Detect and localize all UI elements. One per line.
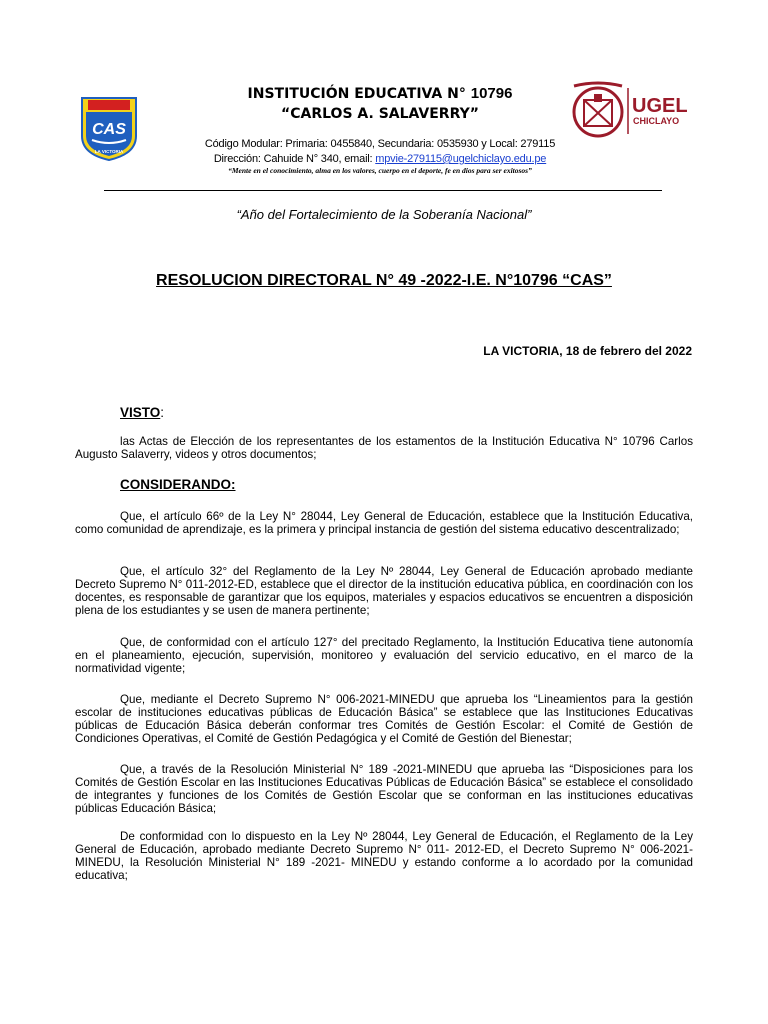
institution-name: “CARLOS A. SALAVERRY” <box>281 106 479 122</box>
considerando-heading: CONSIDERANDO: <box>120 477 236 492</box>
ugel-logo <box>568 80 688 140</box>
visto-text: las Actas de Elección de los representantes de los estamentos de la Institución Educativa N° 10796 Carlos Augusto Salaverry, videos y otros documentos; <box>75 435 693 461</box>
svg-text:LA VICTORIA: LA VICTORIA <box>94 149 124 154</box>
institution-number: 10796 <box>470 85 513 102</box>
svg-text:CHICLAYO: CHICLAYO <box>633 116 680 126</box>
resolution-title: RESOLUCION DIRECTORAL N° 49 -2022-I.E. N°10796 “CAS” <box>156 272 612 289</box>
letterhead <box>160 84 600 176</box>
paragraph-1: Que, el artículo 66º de la Ley N° 28044, Ley General de Educación, establece que la Institución Educativa, como comunidad de aprendizaje, es la primera y principal instancia de gestión del sistema educativo descentralizado; <box>75 510 693 536</box>
visto-heading: VISTO: <box>120 405 165 420</box>
paragraph-6: De conformidad con lo dispuesto en la Ley Nº 28044, Ley General de Educación, el Reglamento de la Ley General de Educación, aprobado mediante Decreto Supremo N° 011- 2012-ED, el Decreto Supremo N° 006-2021-MINEDU, la Resolución Ministerial N° 189 -2021- MINEDU y estando conforme a lo acordado por la comunidad educativa; <box>75 830 693 882</box>
school-crest-logo <box>80 96 138 162</box>
paragraph-5: Que, a través de la Resolución Ministerial N° 189 -2021-MINEDU que aprueba las “Disposiciones para los Comités de Gestión Escolar en las Instituciones Educativas Públicas de Educación Básica” se establece el consolidado de integrantes y funciones de los Comités de Gestión Escolar que se conforman en las instituciones educativas públicas Educación Básica; <box>75 763 693 815</box>
year-motto: “Año del Fortalecimiento de la Soberanía Nacional” <box>236 207 532 222</box>
paragraph-4: Que, mediante el Decreto Supremo N° 006-2021-MINEDU que aprueba los “Lineamientos para la gestión escolar de instituciones educativas públicas de Educación Básica” se establece que las Instituciones Educativas públicas de Educación Básica deberán conformar tres Comités de Gestión Escolar: el Comité de Gestión de Condiciones Operativas, el Comité de Gestión Pedagógica y el Comité de Gestión del Bienestar; <box>75 693 693 745</box>
paragraph-3: Que, de conformidad con el artículo 127° del precitado Reglamento, la Institución Educativa tiene autonomía en el planeamiento, ejecución, supervisión, monitoreo y evaluación del servicio educativo, en el marco de la normatividad vigente; <box>75 636 693 675</box>
svg-text:UGEL: UGEL <box>632 95 688 117</box>
modular-codes: Código Modular: Primaria: 0455840, Secundaria: 0535930 y Local: 279115 <box>204 138 556 150</box>
institution-title: INSTITUCIÓN EDUCATIVA N° 10796 <box>247 85 513 102</box>
address-line: Dirección: Cahuide N° 340, email: mpvie-279115@ugelchiclayo.edu.pe <box>213 153 547 165</box>
svg-text:CAS: CAS <box>92 121 126 138</box>
school-motto: “Mente en el conocimiento, alma en los valores, cuerpo en el deporte, fe en dios para ser exitosos” <box>228 166 532 175</box>
date-line: LA VICTORIA, 18 de febrero del 2022 <box>483 344 692 358</box>
email-link[interactable]: mpvie-279115@ugelchiclayo.edu.pe <box>375 153 547 165</box>
header-divider <box>104 190 662 191</box>
paragraph-2: Que, el artículo 32° del Reglamento de la Ley Nº 28044, Ley General de Educación aprobado mediante Decreto Supremo N° 011-2012-ED, establece que el director de la institución educativa pública, en coordinación con los docentes, es responsable de garantizar que los equipos, materiales y espacios educativos se encuentren a disposición plena de los estudiantes y se usen de manera pertinente; <box>75 565 693 617</box>
